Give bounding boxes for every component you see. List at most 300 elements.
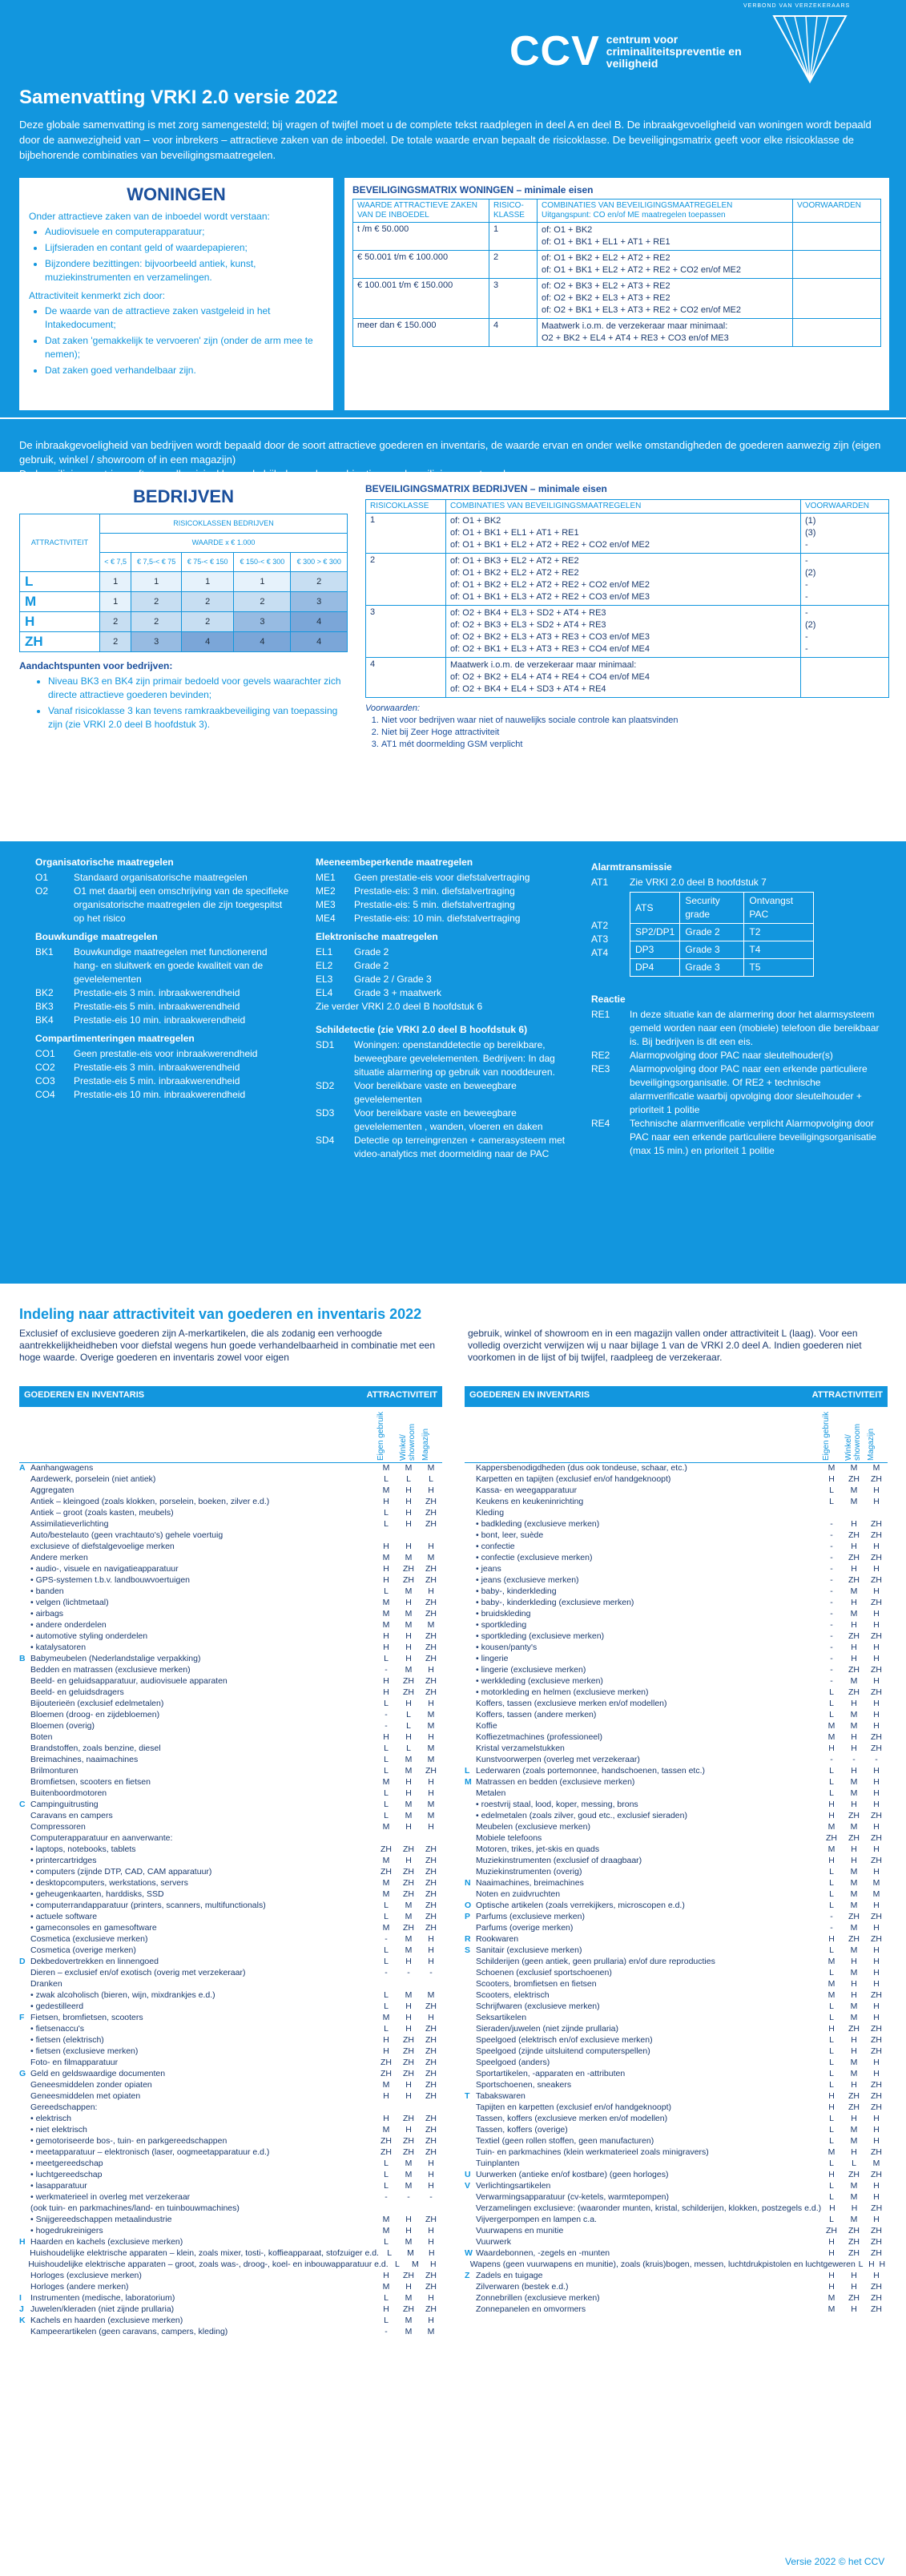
attractiviteit-value: H [873, 2013, 880, 2022]
goods-name: Boten [30, 1732, 53, 1742]
combinatie-line: of: O1 + BK1 + EL2 + AT2 + RE2 + CO2 en/of ME2 [542, 265, 741, 275]
goods-name: Dekbedovertrekken en linnengoed [30, 1957, 159, 1966]
attractiviteit-value: H [383, 1564, 389, 1574]
bedrijven-matrix-row [366, 606, 889, 658]
goods-row [465, 2035, 888, 2046]
attractiviteit-value: L [829, 1710, 834, 1719]
measures-legend [0, 841, 906, 1284]
attractiviteit-value: ZH [425, 2035, 437, 2045]
voorwaarde-ref: - [805, 580, 808, 590]
attractiviteit-value: ZH [403, 2304, 414, 2314]
attractiviteit-value: M [427, 1710, 435, 1719]
attractiviteit-value: ZH [871, 2080, 882, 2090]
legend-row [35, 986, 292, 1000]
goods-name: Brandstoffen, zoals benzine, diesel [30, 1744, 161, 1753]
risk-class-cell: 3 [489, 279, 538, 319]
goods-name: exclusieve of diefstalgevoelige merken [30, 1542, 175, 1551]
letter-marker [19, 1979, 30, 1990]
goods-name: Speelgoed (anders) [476, 2058, 550, 2067]
goods-row [19, 1519, 442, 1530]
combinatie-line: of: O2 + BK1 + EL3 + AT3 + RE2 + CO2 en/of ME2 [542, 305, 741, 315]
risk-row [20, 612, 348, 632]
legend-row [591, 1008, 880, 1049]
goods-row [465, 2215, 888, 2226]
attractiviteit-value: H [383, 2091, 389, 2101]
voorwaarde-ref: (3) [805, 528, 816, 538]
attractiviteit-value: M [850, 2058, 858, 2067]
letter-marker [465, 1631, 476, 1643]
attractiviteit-value: H [873, 2192, 880, 2202]
attractiviteit-value: ZH [848, 2024, 860, 2034]
goods-row [465, 1519, 888, 1530]
legend-code: SD2 [316, 1080, 335, 1091]
letter-marker [465, 2069, 476, 2080]
attractiviteit-value: L [384, 2181, 389, 2191]
letter-marker [19, 1878, 30, 1889]
attractiviteit-value: H [851, 1654, 857, 1663]
index-title: Indeling naar attractiviteit van goederen en inventaris 2022 [19, 1306, 422, 1322]
intro-text: Deze globale samenvatting is met zorg samengesteld; bij vragen of twijfel moet u de complete tekst raadplegen in deel A en deel B. De inbraakgevoeligheid van woningen wordt bepaald door de aanwezigheid van – voor inbrekers – attractieve zaken van de inboedel. De totale waarde ervan bepaalt de risicoklasse. De beveiligingsmatrix geeft voor elke risicoklasse de bijbehorende combinaties van beveiligingsmaatregelen. [19, 119, 872, 161]
letter-marker [19, 1609, 30, 1620]
risk-class-cell: 2 [234, 592, 291, 612]
attractiviteit-value: M [382, 1553, 390, 1562]
goods-row [465, 2069, 888, 2080]
attractiviteit-value: L [384, 2237, 389, 2247]
attractiviteit-value: M [405, 2181, 413, 2191]
legend-code: CO4 [35, 1089, 55, 1100]
attractiviteit-value: ZH [425, 1643, 437, 1652]
legend-row [316, 1107, 572, 1134]
goods-name: • gameconsoles en gamesoftware [30, 1923, 157, 1933]
combinatie-line: of: O2 + BK2 + EL3 + AT3 + RE2 [542, 293, 670, 303]
goods-name: • badkleding (exclusieve merken) [476, 1519, 600, 1529]
goods-row [465, 2147, 888, 2159]
risk-class-cell: 1 [100, 592, 131, 612]
attractiviteit-value: ZH [425, 1766, 437, 1776]
attractiviteit-value: M [850, 1463, 858, 1473]
goods-name: • gemotoriseerde bos-, tuin- en parkgereedschappen [30, 2136, 228, 2146]
letter-marker [19, 2080, 30, 2091]
ats-row [630, 941, 814, 959]
letter-marker [465, 2058, 476, 2069]
waarde-cell: € 50.001 t/m € 100.000 [353, 251, 489, 279]
legend-desc: Grade 2 [354, 960, 389, 971]
letter-marker [465, 1598, 476, 1609]
goods-row [465, 2136, 888, 2147]
waarde-cell: t /m € 50.000 [353, 223, 489, 251]
letter-marker: K [19, 2316, 26, 2325]
attractiviteit-value: - [385, 2192, 388, 2202]
attractiviteit-value: M [382, 2282, 390, 2292]
letter-marker [19, 1665, 30, 1676]
attractiviteit-value: L [384, 1912, 389, 1921]
goods-row [19, 2192, 442, 2203]
goods-row [19, 2102, 442, 2114]
attractiviteit-value: M [382, 1889, 390, 1899]
attractiviteit-value: H [428, 2293, 434, 2303]
attractiviteit-value [420, 2203, 442, 2215]
attractiviteit-value: L [829, 2035, 834, 2045]
ats-cell: Grade 2 [680, 924, 744, 941]
attractiviteit-value: - [830, 1586, 833, 1596]
goods-row [465, 1474, 888, 1486]
goods-table-left: GOEDEREN EN INVENTARIS ATTRACTIVITEIT Eigen gebruik Winkel/ showroom Magazijn A Aanhangwagens M M M Aardewerk, porselein (niet antiek) L L L Aggregaten M H H Antiek – kleingoed (zoals klokken, porselein, boeken, zilver e.d.) H H ZH Antiek – groot (zoals kasten, meubels) L H ZH Assimilatieverlichting L H ZH Auto/bestelauto (geen vrachtauto's) gehele voertuig exclusieve of diefstalgevoelige merken H H H Andere merken M M M • audio-, visuele en navigatieapparatuur H ZH ZH • GPS-systemen t.b.v. landbouwvoertuigen H ZH ZH • banden L M H • velgen (lichtmetaal) M H ZH • airbags M M ZH • andere onderdelen M M M • automotive styling onderdelen H H ZH • katalysatoren H H ZH B Babymeubelen (Nederlandstalige verpakking) L H ZH Bedden en matrassen (exclusieve merken) - M H Beeld- en geluidsapparatuur, audiovisuele apparaten H ZH ZH Beeld- en geluidsdragers H ZH ZH Bijouterieën (exclusief edelmetalen) L H H Bloemen (droog- en zijdebloemen) - L M Bloemen (overig) - L M Boten H H H Brandstoffen, zoals benzine, diesel L L M Breimachines, naaimachines L M M Brilmonturen L M ZH Bromfietsen, scooters en fietsen M H H Buitenboordmotoren L H H C Campinguitrusting L M M Caravans en campers L M M Compressoren M H H Computerapparatuur en aanverwante: • laptops, notebooks, tablets ZH ZH ZH • printercartridges M H ZH • computers (zijnde DTP, CAD, CAM apparatuur) ZH ZH ZH • desktopcomputers, werkstations, servers M ZH ZH • geheugenkaarten, harddisks, SSD M ZH ZH • computerrandapparatuur (printers, scanners, multifunctionals) L M ZH • actuele software L M ZH • gameconsoles en gamesoftware M ZH ZH Cosmetica (exclusieve merken) - M H Cosmetica (overige merken) L M H D Dekbedovertrekken en linnengoed L H H Dieren – exclusief en/of exotisch (overig met verzekeraar) - - - Dranken • zwak alcoholisch (bieren, wijn, mixdrankjes e.d.) L M M • gedestilleerd L H ZH F Fietsen, bromfietsen, scooters M H H • fietsenaccu's L H ZH • fietsen (elektrisch) H ZH ZH • fietsen (exclusieve merken) H ZH ZH Foto- en filmapparatuur ZH ZH ZH G Geld en geldswaardige documenten ZH ZH ZH Geneesmiddelen zonder opiaten M H ZH Geneesmiddelen met opiaten H H ZH Gereedschappen: • elektrisch H ZH ZH • niet elektrisch M H ZH • gemotoriseerde bos-, tuin- en parkgereedschappen ZH ZH ZH • meetapparatuur – elektronisch (laser, oogmeetapparatuur e.d.) ZH ZH ZH • meetgereedschap L M H • luchtgereedschap L M H • lasapparatuur L M H • werkmaterieel in overleg met verzekeraar - - - (ook tuin- en parkmachines/land- en tuinbouwmachines) • Snijgereedschappen metaalindustrie M H ZH • hogedrukreinigers M H H H Haarden en kachels (exclusieve merken) L M H Huishoudelijke elektrische apparaten – klein, zoals mixer, tosti-, koffieapparaat, stofzuiger e.d. L M H Huishoudelijke elektrische apparaten – groot, zoals was-, droog-, koel- en inbouwapparatuur e.d. L M H Horloges (exclusieve merken) H ZH ZH Horloges (andere merken) M H ZH I Instrumenten (medische, laboratorium) L M H J Juwelen/kleraden (niet zijnde prullaria) H ZH ZH K Kachels en haarden (exclusieve merken) L M H Kampeerartikelen (geen caravans, campers, kleding) - M M [19, 1386, 442, 2338]
attractiviteit-value: L [384, 1474, 389, 1484]
legend-code: ME4 [316, 913, 336, 924]
goods-row [19, 1687, 442, 1699]
attractiviteit-value: ZH [425, 1575, 437, 1585]
attractiviteit-value: L [829, 2046, 834, 2056]
attractiviteit-value: ZH [381, 1867, 392, 1877]
goods-name: Antiek – groot (zoals kasten, meubels) [30, 1508, 174, 1518]
letter-marker: A [19, 1463, 26, 1473]
attractiviteit-value: M [850, 1923, 858, 1933]
goods-name: Horloges (exclusieve merken) [30, 2271, 142, 2280]
attractiviteit-value: H [873, 1542, 880, 1551]
goods-row [19, 1721, 442, 1732]
goods-name: Breimachines, naaimachines [30, 1755, 139, 1764]
goods-name: Kappersbenodigdheden (dus ook tondeuse, schaar, etc.) [476, 1463, 687, 1473]
attractiviteit-value: ZH [403, 2147, 414, 2157]
legend-desc: Voor bereikbare vaste en beweegbare gevelelementen [354, 1080, 517, 1105]
attractiviteit-value: M [850, 2002, 858, 2011]
goods-row [465, 2271, 888, 2282]
attractiviteit-value: M [827, 2147, 836, 2157]
attractiviteit-value: M [850, 1586, 858, 1596]
bedrijven-matrix-row [366, 658, 889, 698]
attractiviteit-value: H [428, 1945, 434, 1955]
voorwaarde-ref: - [805, 644, 808, 654]
attractiviteit-value: ZH [403, 1889, 414, 1899]
risk-class-cell: 1 [489, 223, 538, 251]
letter-marker [465, 1575, 476, 1586]
goods-name: Schrijfwaren (exclusieve merken) [476, 2002, 600, 2011]
letter-marker [465, 1474, 476, 1486]
attractiviteit-value: L [829, 2125, 834, 2135]
goods-name: Kunstvoorwerpen (overleg met verzekeraar) [476, 1755, 640, 1764]
goods-name: Haarden en kachels (exclusieve merken) [30, 2237, 183, 2247]
attractiviteit-value: ZH [403, 2114, 414, 2123]
goods-name: • fietsen (exclusieve merken) [30, 2046, 139, 2056]
attractiviteit-value: H [851, 1800, 857, 1809]
letter-marker [19, 2114, 30, 2125]
goods-name: • elektrisch [30, 2114, 71, 2123]
legend-row [316, 912, 572, 925]
goods-row [465, 1564, 888, 1575]
goods-name: Beeld- en geluidsdragers [30, 1687, 124, 1697]
attractiviteit-value: L [829, 1878, 834, 1888]
attractiviteit-value: - [385, 2327, 388, 2336]
bedrijven-title: BEDRIJVEN [133, 486, 234, 506]
letter-marker: S [465, 1945, 471, 1955]
attractiviteit-value: M [382, 2226, 390, 2235]
legend-desc: Prestatie-eis 5 min. inbraakwerendheid [74, 1075, 240, 1086]
goods-row [465, 1721, 888, 1732]
goods-name: Caravans en campers [30, 1811, 113, 1820]
goods-row [19, 1553, 442, 1564]
goods-row [19, 1530, 442, 1542]
attractiviteit-value: H [828, 1856, 835, 1865]
attractiviteit-value: M [850, 1867, 858, 1877]
combinatie-line: of: O1 + BK2 + EL2 + AT2 + RE2 [450, 568, 579, 578]
legend-row [591, 1062, 880, 1117]
attractiviteit-value: H [873, 1710, 880, 1719]
attractiviteit-value: H [405, 2002, 412, 2011]
letter-marker: Z [465, 2271, 470, 2280]
goods-name: Bromfietsen, scooters en fietsen [30, 1777, 151, 1787]
goods-row [465, 1710, 888, 1721]
goods-row [465, 1631, 888, 1643]
attractiviteit-value: ZH [871, 2282, 882, 2292]
legend-desc: Prestatie-eis: 5 min. diefstalvertraging [354, 899, 515, 910]
legend-row [316, 898, 572, 912]
ats-cell: T5 [744, 959, 814, 977]
letter-marker [19, 1497, 30, 1508]
goods-name: • airbags [30, 1609, 64, 1619]
ats-cell: DP4 [630, 959, 680, 977]
attractiviteit-value: H [405, 1631, 412, 1641]
legend-code: ME2 [316, 885, 336, 897]
legend-code: SD4 [316, 1135, 335, 1146]
combinatie-line: of: O2 + BK2 + EL3 + AT3 + RE3 + CO3 en/of ME3 [450, 632, 650, 642]
combinatie-line: of: O2 + BK4 + EL3 + SD2 + AT4 + RE3 [450, 608, 606, 618]
goods-name: • GPS-systemen t.b.v. landbouwvoertuigen [30, 1575, 190, 1585]
attractiviteit-label: ZH [20, 632, 100, 652]
attractiviteit-value: ZH [848, 1687, 860, 1697]
letter-marker: L [465, 1766, 470, 1776]
attractiviteit-value: H [428, 2226, 434, 2235]
attractiviteit-value: ZH [848, 2237, 860, 2247]
attractiviteit-value: H [873, 1968, 880, 1977]
goods-row [19, 1990, 442, 2002]
attractiviteit-value: L [829, 1867, 834, 1877]
attractiviteit-value: ZH [848, 2091, 860, 2101]
combinaties-cell [446, 658, 801, 698]
letter-marker [465, 2024, 476, 2035]
attractiviteit-value: L [384, 1654, 389, 1663]
letter-marker: C [19, 1800, 26, 1809]
goods-row [465, 1586, 888, 1598]
attractiviteit-value: H [879, 2260, 886, 2269]
goods-row [19, 2215, 442, 2226]
letter-marker [19, 1990, 30, 2002]
attractiviteit-value: M [850, 1878, 858, 1888]
goods-name: Muziekinstrumenten (exclusief of draagbaar) [476, 1856, 642, 1865]
attractiviteit-value: M [405, 1912, 413, 1921]
goods-row [19, 2013, 442, 2024]
attractiviteit-value: L [829, 2058, 834, 2067]
risk-class-cell: 2 [100, 612, 131, 632]
goods-name: Koffers, tassen (exclusieve merken en/of modellen) [476, 1699, 667, 1708]
attractiviteit-value: H [873, 1788, 880, 1798]
attractiviteit-value: H [428, 2237, 434, 2247]
attractiviteit-value: H [851, 2304, 857, 2314]
goods-name: • actuele software [30, 1912, 98, 1921]
letter-marker [465, 1586, 476, 1598]
goods-row [465, 1766, 888, 1777]
risk-class-cell: 3 [131, 632, 182, 652]
attractiviteit-value: M [850, 2215, 858, 2224]
attractiviteit-value: H [428, 1542, 434, 1551]
attractiviteit-value: L [829, 1766, 834, 1776]
attractiviteit-value: H [383, 2114, 389, 2123]
attractiviteit-value: M [850, 1497, 858, 1506]
attractiviteit-value: - [407, 2192, 410, 2202]
goods-row [465, 2002, 888, 2013]
attractiviteit-value: M [827, 1732, 836, 1742]
legend-desc: Technische alarmverificatie verplicht Alarmopvolging door PAC naar een erkende particuliere beveiligingsorganisatie (max 15 min.) en prioriteit 1 politie [630, 1118, 876, 1156]
attractiviteit-value: ZH [826, 1833, 837, 1843]
letter-marker [465, 2293, 476, 2304]
letter-marker [19, 1766, 30, 1777]
goods-name: Instrumenten (medische, laboratorium) [30, 2293, 175, 2303]
letter-marker [465, 2237, 476, 2248]
bedrijven-matrix-table: RISICOKLASSE COMBINATIES VAN BEVEILIGINGSMAATREGELEN VOORWAARDEN 1 of: O1 + BK2 of: O1 + BK1 + EL1 + AT1 + RE1 of: O1 + BK1 + EL2 + AT2 + RE2 + CO2 en/of ME2 (1) (3) - 2 of: O1 + BK3 + EL2 + AT2 + RE2 of: O1 + BK2 + EL2 + AT2 + RE2 of: O1 + BK2 + EL2 + AT2 + RE2 + CO2 en/of ME2 of: O1 + BK1 + EL3 + AT2 + RE2 + CO3 en/of ME3 - (2) - - 3 of: O2 + BK4 + EL3 + SD2 + AT4 + RE3 of: O2 + BK3 + EL3 + SD2 + AT4 + RE3 of: O2 + BK2 + EL3 + AT3 + RE3 + CO3 en/of ME3 of: O2 + BK1 + EL3 + AT3 + RE3 + CO4 en/of ME4 - (2) - - 4 Maatwerk i.o.m. de verzekeraar maar minimaal: of: O2 + BK2 + EL4 + AT4 + RE4 + CO4 en/of ME4 of: O2 + BK4 + EL4 + SD3 + AT4 + RE4 [365, 499, 889, 698]
attractiviteit-value: H [873, 1497, 880, 1506]
letter-marker [19, 1564, 30, 1575]
attractiviteit-value: H [428, 1957, 434, 1966]
letter-marker [465, 1463, 476, 1474]
goods-name: Zonnebrillen (exclusieve merken) [476, 2293, 600, 2303]
attractiviteit-value: ZH [425, 1923, 437, 1933]
goods-name: Auto/bestelauto (geen vrachtauto's) gehele voertuig [30, 1530, 223, 1540]
attractiviteit-value: ZH [871, 1519, 882, 1529]
attractiviteit-value: M [850, 1777, 858, 1787]
attractiviteit-value: H [405, 1699, 412, 1708]
attractiviteit-value: L [829, 2114, 834, 2123]
goods-name: Zadels en tuigage [476, 2271, 543, 2280]
letter-marker [465, 1957, 476, 1968]
attractiviteit-value: M [872, 1889, 880, 1899]
attractiviteit-value: M [850, 1609, 858, 1619]
ats-cell: Grade 3 [680, 941, 744, 959]
goods-name: Horloges (andere merken) [30, 2282, 129, 2292]
goods-row [465, 1811, 888, 1822]
goods-name: Muziekinstrumenten (overig) [476, 1867, 582, 1877]
attractiviteit-value: H [828, 2282, 835, 2292]
attractiveness-index: Indeling naar attractiviteit van goederen en inventaris 2022 Exclusief of exclusieve goederen zijn A-merkartikelen, die als zodanig een verhoogde aantrekkelijkheidheben voor diefstal wegens hun goede verhandelbaarheid in combinatie met een hoge waarde. Overige goederen en inventaris zowel voor eigen gebruik, winkel of showroom en in een magazijn vallen onder attractiviteit L (laag). Voor een volledig overzicht verwijzen wij u naar bijlage 1 van de VRKI 2.0 deel A. Indien goederen niet voorkomen in de lijst of bij twijfel, raadpleeg de verzekeraar. [19, 1306, 892, 1364]
goods-row [19, 1643, 442, 1654]
goods-name: Meubelen (exclusieve merken) [476, 1822, 590, 1832]
goods-row [19, 2260, 442, 2271]
goods-name: • bruidskleding [476, 1609, 531, 1619]
attractiviteit-value: ZH [871, 2147, 882, 2157]
goods-row [19, 2091, 442, 2102]
letter-marker: N [465, 1878, 471, 1888]
goods-row [19, 1822, 442, 1833]
letter-marker [19, 1519, 30, 1530]
attractiviteit-value: L [384, 1788, 389, 1798]
goods-name: Vuurwapens en munitie [476, 2226, 564, 2235]
goods-name: Bijouterieën (exclusief edelmetalen) [30, 1699, 164, 1708]
risk-class-cell: 1 [100, 572, 131, 592]
attractiviteit-value: H [828, 1800, 835, 1809]
attractiviteit-value: H [828, 1934, 835, 1944]
combinatie-line: of: O1 + BK1 + EL3 + AT2 + RE2 + CO3 en/of ME3 [450, 592, 650, 602]
attractiviteit-value: H [428, 1586, 434, 1596]
goods-name: Matrassen en bedden (exclusieve merken) [476, 1777, 635, 1787]
attractiviteit-value: L [384, 1800, 389, 1809]
letter-marker [19, 2226, 30, 2237]
attractiviteit-value: ZH [425, 1676, 437, 1686]
attractiviteit-value [420, 1833, 442, 1844]
legend-col-3: Alarmtransmissie AT1 AT2 AT3 AT4 Zie VRKI 2.0 deel B hoofdstuk 7 ATS Security grade Ontvangst PAC SP2/DP1 Grade 2 T2 DP3 Grade 3 T4 DP4 Grade 3 T5 Reactie RE1 In deze situatie kan de alarmering door het alarmsysteem gemeld worden naar een (mobiele) telefoon die bereikbaar is. Bij bedrijven is dit een eis. RE2 Alarmopvolging door PAC naar sleutelhouder(s) RE3 Alarmopvolging door PAC naar een erkende particuliere beveiligingsorganisatie. Of RE2 + technische alarmverificatie waarbij opvolging door sleutelhouder + prioriteit 1 politie RE4 Technische alarmverificatie verplicht Alarmopvolging door PAC naar een erkende particuliere beveiligingsorganisatie (max 15 min.) en prioriteit 1 politie [591, 861, 880, 1156]
attractiviteit-value: H [873, 2058, 880, 2067]
attractiviteit-value: H [851, 2147, 857, 2157]
attractiviteit-value: ZH [425, 1878, 437, 1888]
combinaties-cell [446, 606, 801, 658]
combinatie-line: of: O2 + BK1 + EL3 + AT3 + RE3 + CO4 en/of ME4 [450, 644, 650, 654]
attractiviteit-value: H [383, 2271, 389, 2280]
goods-name: Geneesmiddelen met opiaten [30, 2091, 141, 2101]
attractiviteit-value: L [829, 1687, 834, 1697]
goods-row [19, 1889, 442, 1901]
attractiviteit-value: - [830, 1530, 833, 1540]
legend-row [316, 1134, 572, 1161]
attractiviteit-value: M [850, 2013, 858, 2022]
attractiviteit-value [375, 1530, 397, 1542]
letter-marker [19, 2125, 30, 2136]
attractiviteit-value: ZH [871, 1833, 882, 1843]
ats-row [630, 959, 814, 977]
attractiviteit-value: ZH [871, 1912, 882, 1921]
attractiviteit-value: L [858, 2260, 864, 2269]
goods-row [465, 1598, 888, 1609]
attractiviteit-value: ZH [871, 2102, 882, 2112]
attractiviteit-value: - [429, 1968, 433, 1977]
goods-name: Brilmonturen [30, 1766, 79, 1776]
legend-row [35, 1088, 292, 1102]
letter-marker [19, 1474, 30, 1486]
legend-desc: Grade 2 / Grade 3 [354, 974, 432, 985]
legend-row [316, 945, 572, 959]
letter-marker [465, 1530, 476, 1542]
goods-name: Cosmetica (exclusieve merken) [30, 1934, 148, 1944]
legend-desc: Prestatie-eis 10 min. inbraakwerendheid [74, 1089, 246, 1100]
attractiviteit-value: - [830, 1912, 833, 1921]
letter-marker: V [465, 2181, 471, 2191]
letter-marker [19, 1811, 30, 1822]
attractiviteit-value [397, 1530, 420, 1542]
attractiviteit-value: ZH [848, 2248, 860, 2258]
letter-marker [465, 2035, 476, 2046]
letter-marker [19, 2327, 30, 2338]
attractiviteit-value: ZH [403, 2271, 414, 2280]
attractiviteit-value: H [428, 1486, 434, 1495]
legend-row [591, 1117, 880, 1158]
attractiviteit-value: M [405, 1800, 413, 1809]
attractiviteit-value: ZH [425, 1687, 437, 1697]
attractiviteit-value: H [851, 2282, 857, 2292]
risk-class-cell: 2 [366, 554, 446, 606]
goods-row [19, 1575, 442, 1586]
combinatie-line: Maatwerk i.o.m. de verzekeraar maar minimaal: [450, 660, 637, 670]
goods-row [465, 1654, 888, 1665]
goods-name: • confectie (exclusieve merken) [476, 1553, 593, 1562]
attractiviteit-value: L [829, 2069, 834, 2078]
goods-name: Zilverwaren (bestek e.d.) [476, 2282, 569, 2292]
attractiviteit-value: H [428, 2181, 434, 2191]
letter-marker [19, 2248, 30, 2260]
goods-name: Naaimachines, breimachines [476, 1878, 584, 1888]
attractiviteit-value: - [830, 1542, 833, 1551]
attractiviteit-value: H [873, 1766, 880, 1776]
ats-cell: SP2/DP1 [630, 924, 680, 941]
attractiviteit-value: M [427, 1811, 435, 1820]
letter-marker [19, 2192, 30, 2203]
attractiviteit-value: H [873, 1822, 880, 1832]
attractiviteit-value: H [851, 1766, 857, 1776]
